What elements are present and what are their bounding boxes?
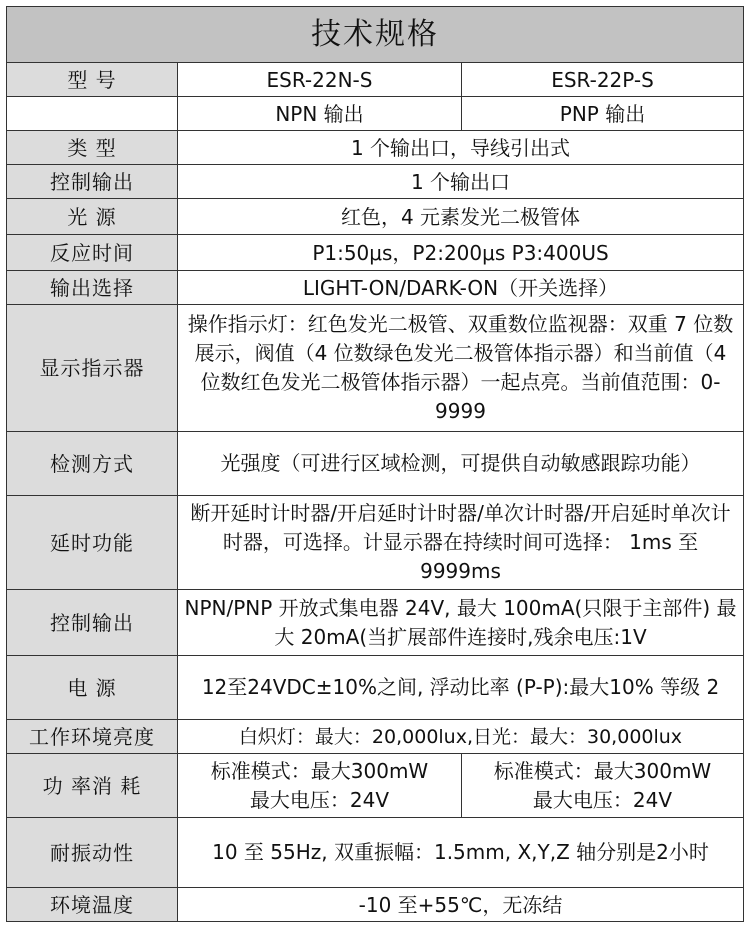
row-label-response-time: 反应时间 bbox=[7, 235, 178, 271]
spec-table bbox=[6, 6, 744, 922]
type-value: 1 个输出口，导线引出式 bbox=[178, 131, 744, 165]
row-label-light-source: 光 源 bbox=[7, 199, 178, 235]
light-source-value: 红色，4 元素发光二极管体 bbox=[178, 199, 744, 235]
control-output-2-value: NPN/PNP 开放式集电器 24V, 最大 100mA(只限于主部件) 最大 20mA(当扩展部件连接时,残余电压:1V bbox=[178, 590, 744, 656]
power-consumption-pnp bbox=[462, 754, 744, 818]
temperature-value: -10 至+55℃，无冻结 bbox=[178, 888, 744, 922]
row-label-model: 型 号 bbox=[7, 63, 178, 97]
row-label-output-select: 输出选择 bbox=[7, 271, 178, 305]
model-npn: ESR-22N-S bbox=[178, 63, 462, 97]
row-label-temperature: 环境温度 bbox=[7, 888, 178, 922]
row-label-display: 显示指示器 bbox=[7, 305, 178, 432]
power-consumption-pnp-line2: 最大电压：24V bbox=[532, 787, 673, 812]
power-consumption-npn-line2: 最大电压：24V bbox=[249, 787, 390, 812]
row-label-vibration: 耐振动性 bbox=[7, 818, 178, 888]
power-consumption-pnp-line1: 标准模式：最大300mW bbox=[493, 758, 712, 783]
row-label-power-consumption: 功 率消 耗 bbox=[7, 754, 178, 818]
control-output-value: 1 个输出口 bbox=[178, 165, 744, 199]
response-time-value: P1:50μs，P2:200μs P3:400US bbox=[178, 235, 744, 271]
power-consumption-npn bbox=[178, 754, 462, 818]
ambient-light-value: 白炽灯：最大：20,000lux,日光：最大：30,000lux bbox=[178, 720, 744, 754]
row-label-type: 类 型 bbox=[7, 131, 178, 165]
row-label-delay: 延时功能 bbox=[7, 496, 178, 590]
model-pnp: ESR-22P-S bbox=[462, 63, 744, 97]
table-title: 技术规格 bbox=[7, 7, 744, 63]
row-label-control-output: 控制输出 bbox=[7, 165, 178, 199]
power-consumption-npn-line1: 标准模式：最大300mW bbox=[210, 758, 429, 783]
vibration-value: 10 至 55Hz, 双重振幅：1.5mm, X,Y,Z 轴分别是2小时 bbox=[178, 818, 744, 888]
power-value: 12至24VDC±10%之间, 浮动比率 (P-P):最大10% 等级 2 bbox=[178, 656, 744, 720]
row-label-detection: 检测方式 bbox=[7, 432, 178, 496]
display-value: 操作指示灯：红色发光二极管、双重数位监视器：双重 7 位数展示，阀值（4 位数绿色发光二极管体指示器）和当前值（4 位数红色发光二极管体指示器）一起点亮。当前值范围：0-9999 bbox=[178, 305, 744, 432]
output-select-value: LIGHT-ON/DARK-ON（开关选择） bbox=[178, 271, 744, 305]
row-label-ambient-light: 工作环境亮度 bbox=[7, 720, 178, 754]
row-label-output-kind-empty bbox=[7, 97, 178, 131]
detection-value: 光强度（可进行区域检测，可提供自动敏感跟踪功能） bbox=[178, 432, 744, 496]
row-label-power: 电 源 bbox=[7, 656, 178, 720]
row-label-control-output-2: 控制输出 bbox=[7, 590, 178, 656]
output-kind-pnp: PNP 输出 bbox=[462, 97, 744, 131]
output-kind-npn: NPN 输出 bbox=[178, 97, 462, 131]
delay-value: 断开延时计时器/开启延时计时器/单次计时器/开启延时单次计时器，可选择。计显示器在持续时间可选择： 1ms 至 9999ms bbox=[178, 496, 744, 590]
